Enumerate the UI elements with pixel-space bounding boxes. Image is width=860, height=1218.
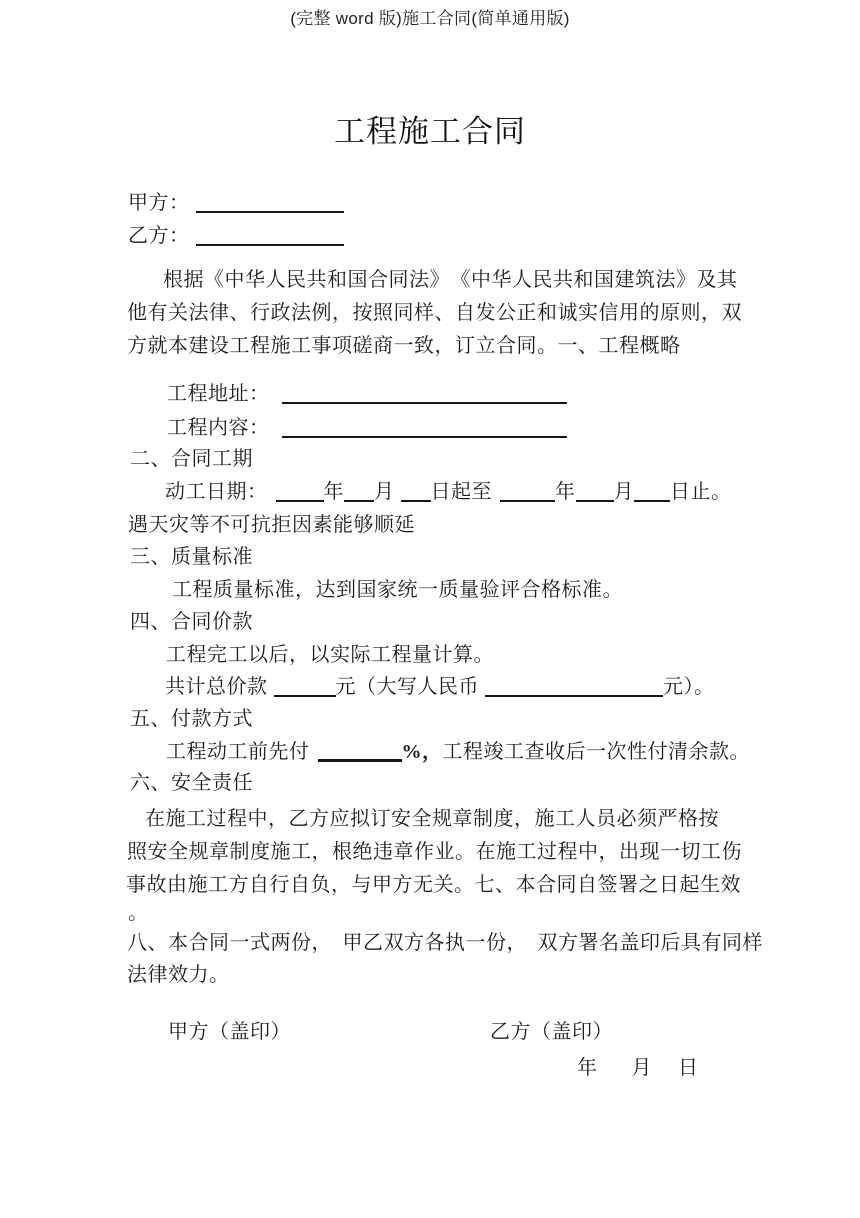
month-blank-2	[576, 484, 614, 502]
intro-line-1: 根据《中华人民共和国合同法》 《中华人民共和国建筑法》及其	[163, 269, 738, 291]
day-end-label: 日止。	[670, 481, 732, 503]
payment-prefix: 工程动工前先付	[166, 741, 310, 763]
price-total-line	[165, 672, 715, 702]
year-label-1: 年	[323, 481, 344, 503]
month-label-1: 月	[374, 481, 395, 503]
payment-percent-blank	[318, 743, 402, 762]
payment-suffix: 工程竣工查收后一次性付清余款。	[442, 741, 750, 763]
price-amount-blank	[274, 679, 336, 697]
payment-percent-sign: %，	[401, 741, 443, 763]
copies-line-2: 法律效力。	[127, 964, 230, 986]
safety-line-4: 。	[128, 902, 149, 924]
month-blank-1	[344, 484, 374, 502]
page-title: 工程施工合同	[334, 114, 526, 149]
day-blank-2	[634, 484, 670, 502]
price-total-label: 共计总价款	[165, 676, 268, 698]
date-year-label: 年	[577, 1057, 598, 1079]
day-from-label: 日起至	[430, 481, 492, 503]
signature-party-b: 乙方（盖印）	[490, 1021, 613, 1043]
party-b-line	[128, 221, 344, 251]
project-content-blank	[282, 420, 567, 438]
section-3-heading: 三、质量标准	[130, 546, 253, 568]
price-calc-line: 工程完工以后，以实际工程量计算。	[166, 644, 494, 666]
duration-note-line: 遇天灾等不可抗拒因素能够顺延	[128, 514, 415, 536]
project-address-label: 工程地址：	[167, 383, 270, 405]
safety-line-2: 照安全规章制度施工，根绝违章作业。在施工过程中，出现一切工伤	[127, 841, 742, 863]
safety-line-1: 在施工过程中，乙方应拟订安全规章制度，施工人员必须严格按	[145, 808, 719, 830]
section-4-heading: 四、合同价款	[130, 611, 253, 633]
section-6-heading: 六、安全责任	[130, 772, 253, 794]
date-day-label: 日	[678, 1057, 699, 1079]
date-month-label: 月	[631, 1057, 652, 1079]
section-5-heading: 五、付款方式	[130, 708, 253, 730]
start-date-label: 动工日期：	[165, 481, 268, 503]
year-blank-1	[276, 484, 324, 502]
party-a-label: 甲方：	[128, 192, 190, 214]
doc-header: (完整 word 版)施工合同(简单通用版)	[290, 9, 570, 28]
project-address-blank	[282, 386, 567, 404]
signature-party-a: 甲方（盖印）	[168, 1021, 291, 1043]
year-blank-2	[500, 484, 555, 502]
price-total-suffix: 元）。	[663, 676, 715, 698]
project-content-label: 工程内容：	[167, 417, 270, 439]
party-a-blank	[196, 195, 344, 213]
party-a-line	[128, 188, 344, 218]
quality-body-line: 工程质量标准，达到国家统一质量验评合格标准。	[172, 579, 623, 601]
project-address-line	[167, 379, 567, 409]
year-label-2: 年	[555, 481, 576, 503]
payment-line	[166, 737, 750, 767]
intro-line-2: 他有关法律、行政法例，按照同样、自发公正和诚实信用的原则，双	[127, 302, 742, 324]
day-blank-1	[401, 484, 431, 502]
price-words-blank	[485, 679, 663, 697]
party-b-label: 乙方：	[128, 225, 190, 247]
intro-line-3: 方就本建设工程施工事项磋商一致，订立合同。一、工程概略	[127, 335, 681, 357]
price-words-label: 元（大写人民币	[335, 676, 479, 698]
party-b-blank	[196, 228, 344, 246]
safety-line-3: 事故由施工方自行自负，与甲方无关。七、本合同自签署之日起生效	[126, 874, 741, 896]
start-date-line	[165, 477, 732, 507]
project-content-line	[167, 413, 567, 443]
copies-line-1: 八、本合同一式两份， 甲乙双方各执一份， 双方署名盖印后具有同样	[127, 932, 763, 954]
signature-date-line	[577, 1053, 699, 1083]
section-2-heading: 二、合同工期	[130, 448, 253, 470]
month-label-2: 月	[613, 481, 634, 503]
